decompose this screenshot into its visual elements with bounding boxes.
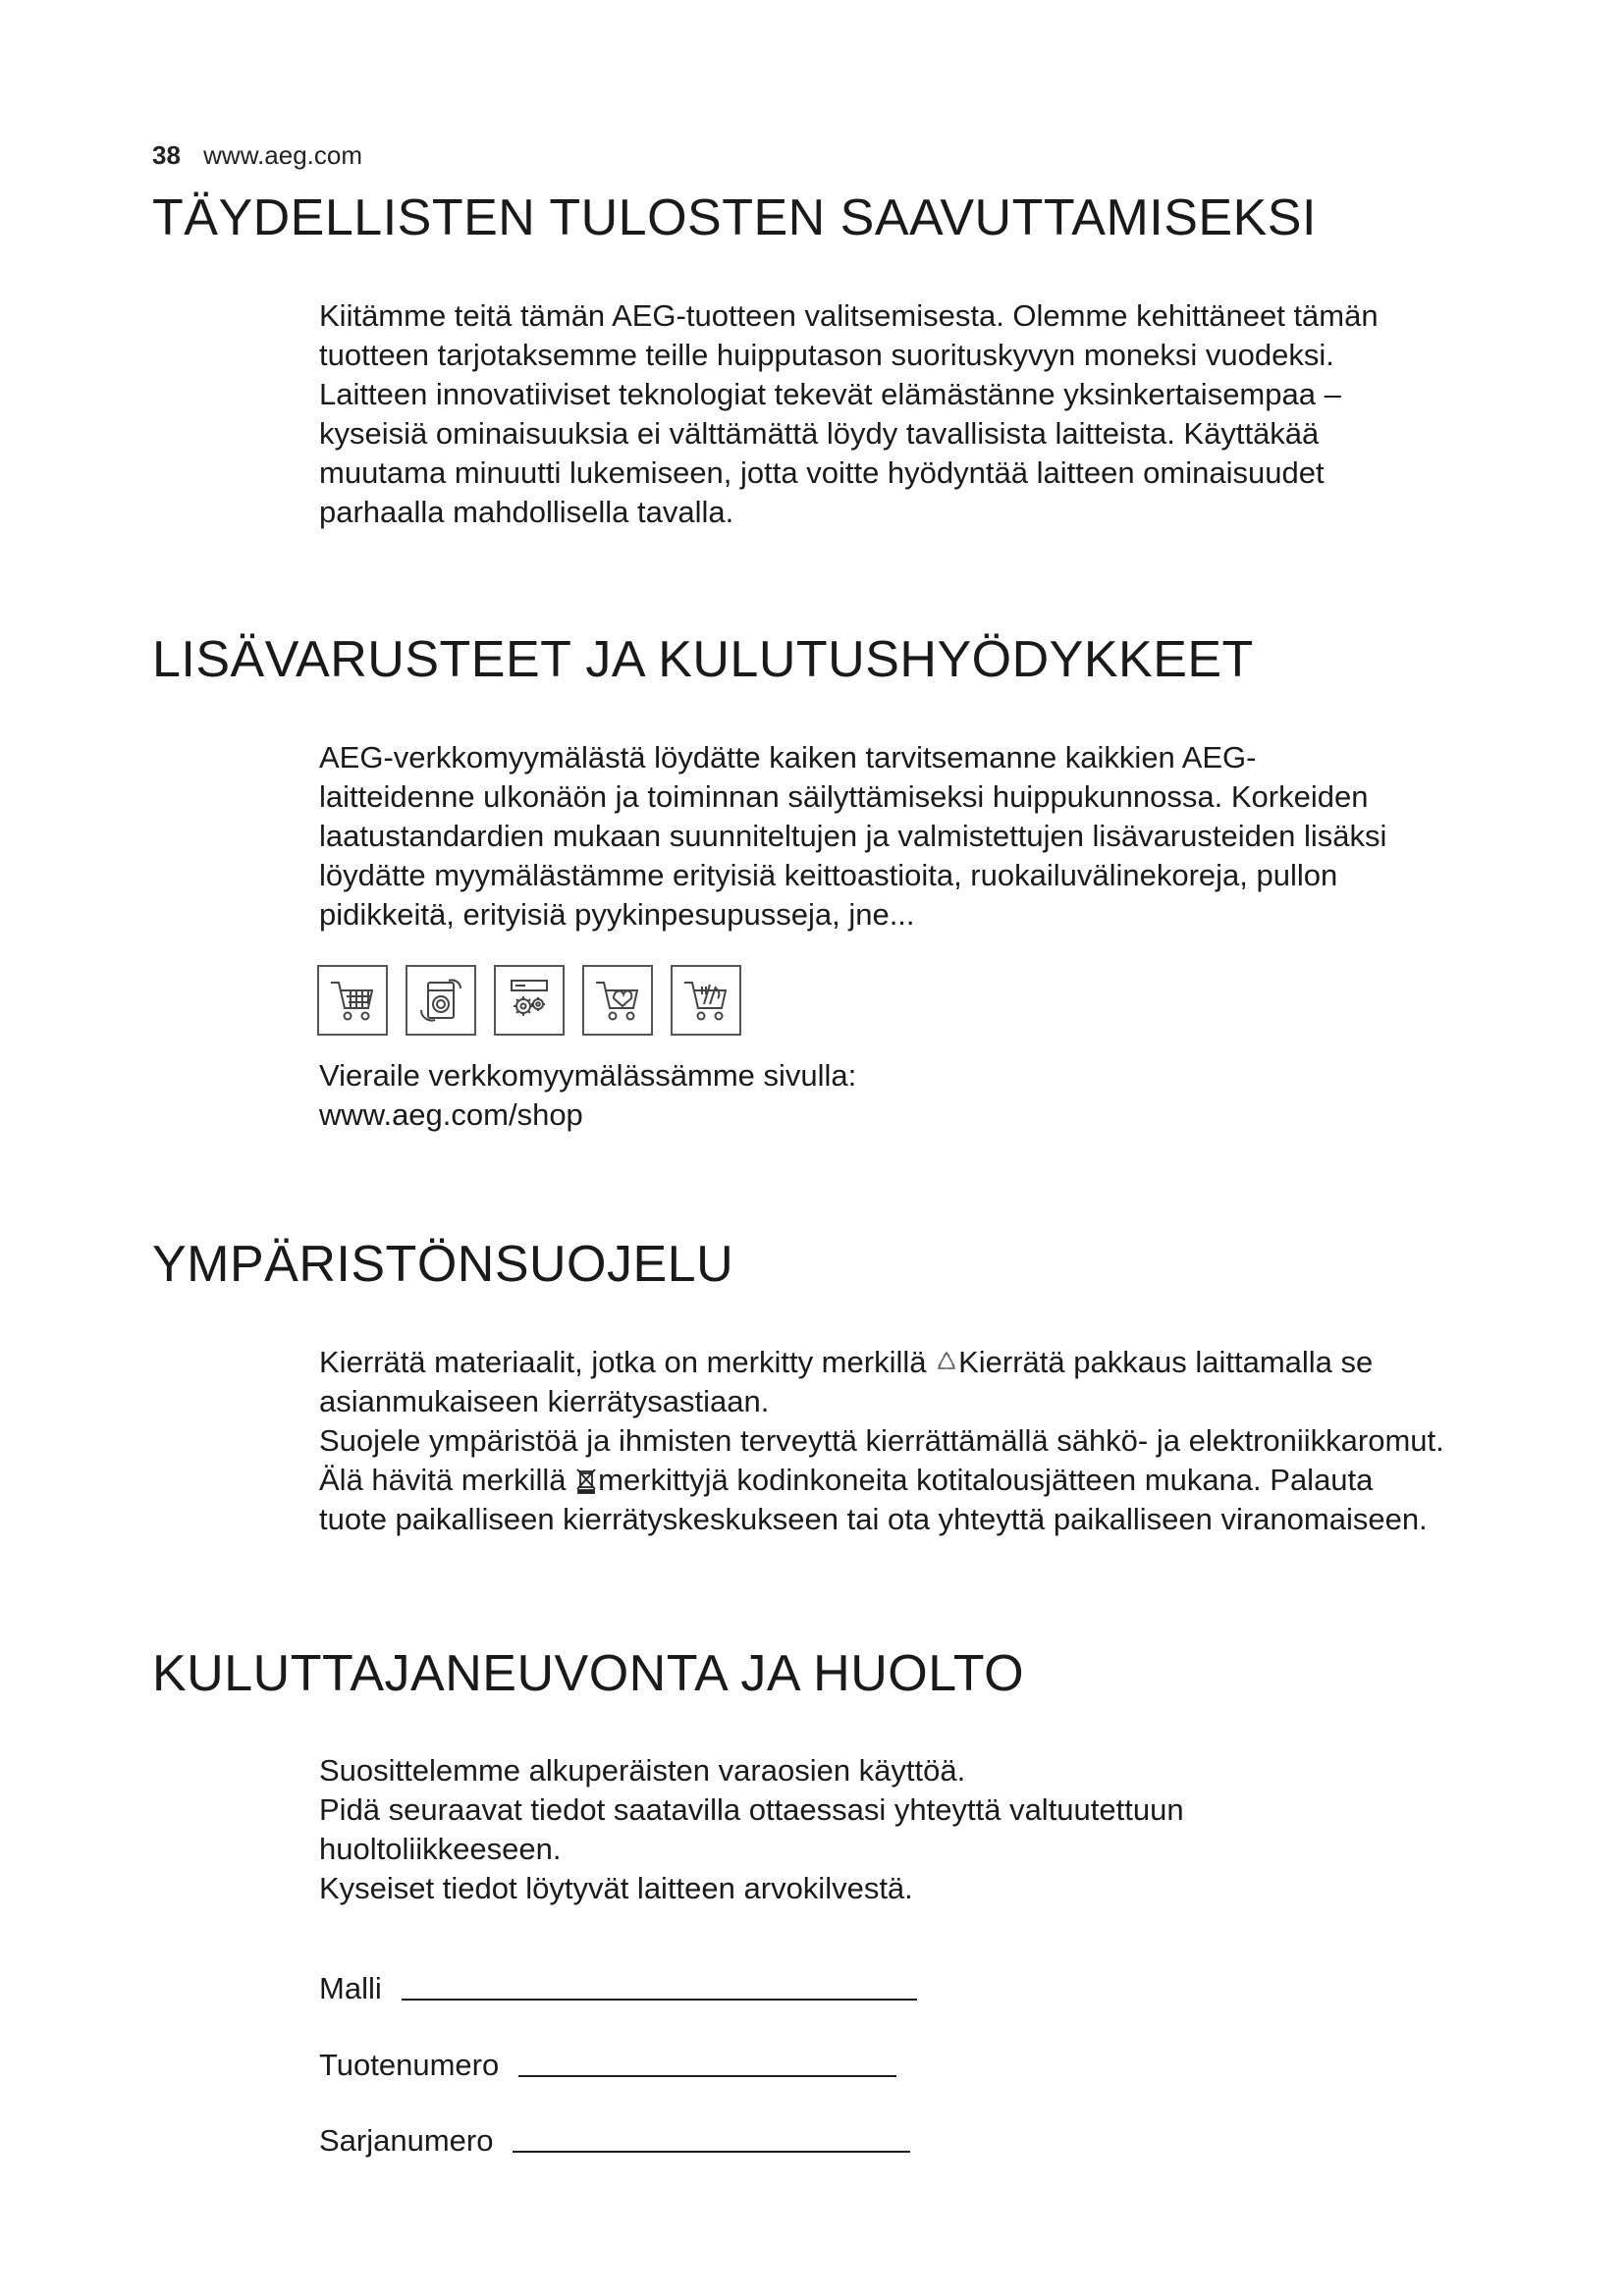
model-blank-line[interactable] bbox=[402, 1997, 917, 2001]
text-line: Älä hävitä merkillä merkittyjä kodinkoneita kotitalousjätteen mukana. Palauta bbox=[319, 1463, 1374, 1497]
section-body-environment bbox=[319, 1343, 1517, 1539]
text-line: Kierrätä materiaalit, jotka on merkitty merkillä Kierrätä pakkaus laittamalla se bbox=[319, 1345, 1374, 1379]
serial-number-label: Sarjanumero bbox=[319, 2123, 494, 2158]
text-line: Vieraile verkkomyymälässämme sivulla: bbox=[319, 1058, 857, 1093]
section-title-environment: YMPÄRISTÖNSUOJELU bbox=[152, 1236, 734, 1293]
section-body-accessories bbox=[319, 738, 1517, 934]
product-number-label: Tuotenumero bbox=[319, 2048, 500, 2082]
text-line: kyseisiä ominaisuuksia ei välttämättä löydy tavallisista laitteista. Käyttäkää bbox=[319, 416, 1320, 451]
serial-number-field[interactable] bbox=[319, 2123, 910, 2159]
washing-machine-icon bbox=[406, 965, 476, 1036]
page-header bbox=[152, 140, 362, 171]
crossed-bin-icon bbox=[574, 1467, 598, 1494]
section-title-results: TÄYDELLISTEN TULOSTEN SAAVUTTAMISEKSI bbox=[152, 189, 1317, 246]
text-line: laitteidenne ulkonäön ja toiminnan säilyttämiseksi huippukunnossa. Korkeiden bbox=[319, 779, 1369, 814]
section-body-service bbox=[319, 1751, 1517, 1908]
text-line: tuotteen tarjotaksemme teille huipputason suorituskyvyn moneksi vuodeksi. bbox=[319, 338, 1334, 372]
serial-number-blank-line[interactable] bbox=[513, 2149, 910, 2153]
product-number-blank-line[interactable] bbox=[518, 2073, 896, 2077]
shopping-cart-icon bbox=[317, 965, 388, 1036]
shop-visit-text bbox=[319, 1056, 1517, 1135]
cart-kitchen-icon bbox=[671, 965, 741, 1036]
section-body-results bbox=[319, 296, 1517, 532]
text-line: tuote paikalliseen kierrätyskeskukseen tai ota yhteyttä paikalliseen viranomaiseen. bbox=[319, 1502, 1428, 1536]
text-line: Suosittelemme alkuperäisten varaosien käyttöä. bbox=[319, 1753, 966, 1788]
text-line: laatustandardien mukaan suunniteltujen ja valmistettujen lisävarusteiden lisäksi bbox=[319, 819, 1387, 853]
section-title-accessories: LISÄVARUSTEET JA KULUTUSHYÖDYKKEET bbox=[152, 631, 1254, 688]
recycle-icon bbox=[935, 1349, 958, 1376]
text-line: Kyseiset tiedot löytyvät laitteen arvokilvestä. bbox=[319, 1871, 913, 1905]
text-line: pidikkeitä, erityisiä pyykinpesupusseja, jne... bbox=[319, 897, 915, 932]
page-number: 38 bbox=[152, 140, 181, 170]
cart-items-icon bbox=[582, 965, 653, 1036]
text-line: parhaalla mahdollisella tavalla. bbox=[319, 495, 734, 529]
text-line: Laitteen innovatiiviset teknologiat tekevät elämästänne yksinkertaisempaa – bbox=[319, 377, 1341, 411]
text-line: Kiitämme teitä tämän AEG-tuotteen valitsemisesta. Olemme kehittäneet tämän bbox=[319, 298, 1379, 333]
text-line: Suojele ympäristöä ja ihmisten terveyttä kierrättämällä sähkö- ja elektroniikkaromut. bbox=[319, 1423, 1444, 1458]
section-title-service: KULUTTAJANEUVONTA JA HUOLTO bbox=[152, 1645, 1025, 1702]
header-url[interactable]: www.aeg.com bbox=[203, 140, 362, 170]
text-line: AEG-verkkomyymälästä löydätte kaiken tarvitsemanne kaikkien AEG- bbox=[319, 740, 1257, 774]
model-label: Malli bbox=[319, 1971, 382, 2005]
shop-icon-row bbox=[317, 965, 741, 1036]
shop-link[interactable]: www.aeg.com/shop bbox=[319, 1097, 583, 1132]
text-line: asianmukaiseen kierrätysastiaan. bbox=[319, 1384, 770, 1418]
text-line: Pidä seuraavat tiedot saatavilla ottaessasi yhteyttä valtuutettuun bbox=[319, 1792, 1184, 1827]
appliance-gear-icon bbox=[494, 965, 565, 1036]
product-number-field[interactable] bbox=[319, 2048, 896, 2083]
text-line: löydätte myymälästämme erityisiä keittoastioita, ruokailuvälinekoreja, pullon bbox=[319, 858, 1338, 892]
text-line: huoltoliikkeeseen. bbox=[319, 1832, 562, 1866]
model-field[interactable] bbox=[319, 1971, 917, 2006]
text-line: muutama minuutti lukemiseen, jotta voitte hyödyntää laitteen ominaisuudet bbox=[319, 455, 1325, 490]
